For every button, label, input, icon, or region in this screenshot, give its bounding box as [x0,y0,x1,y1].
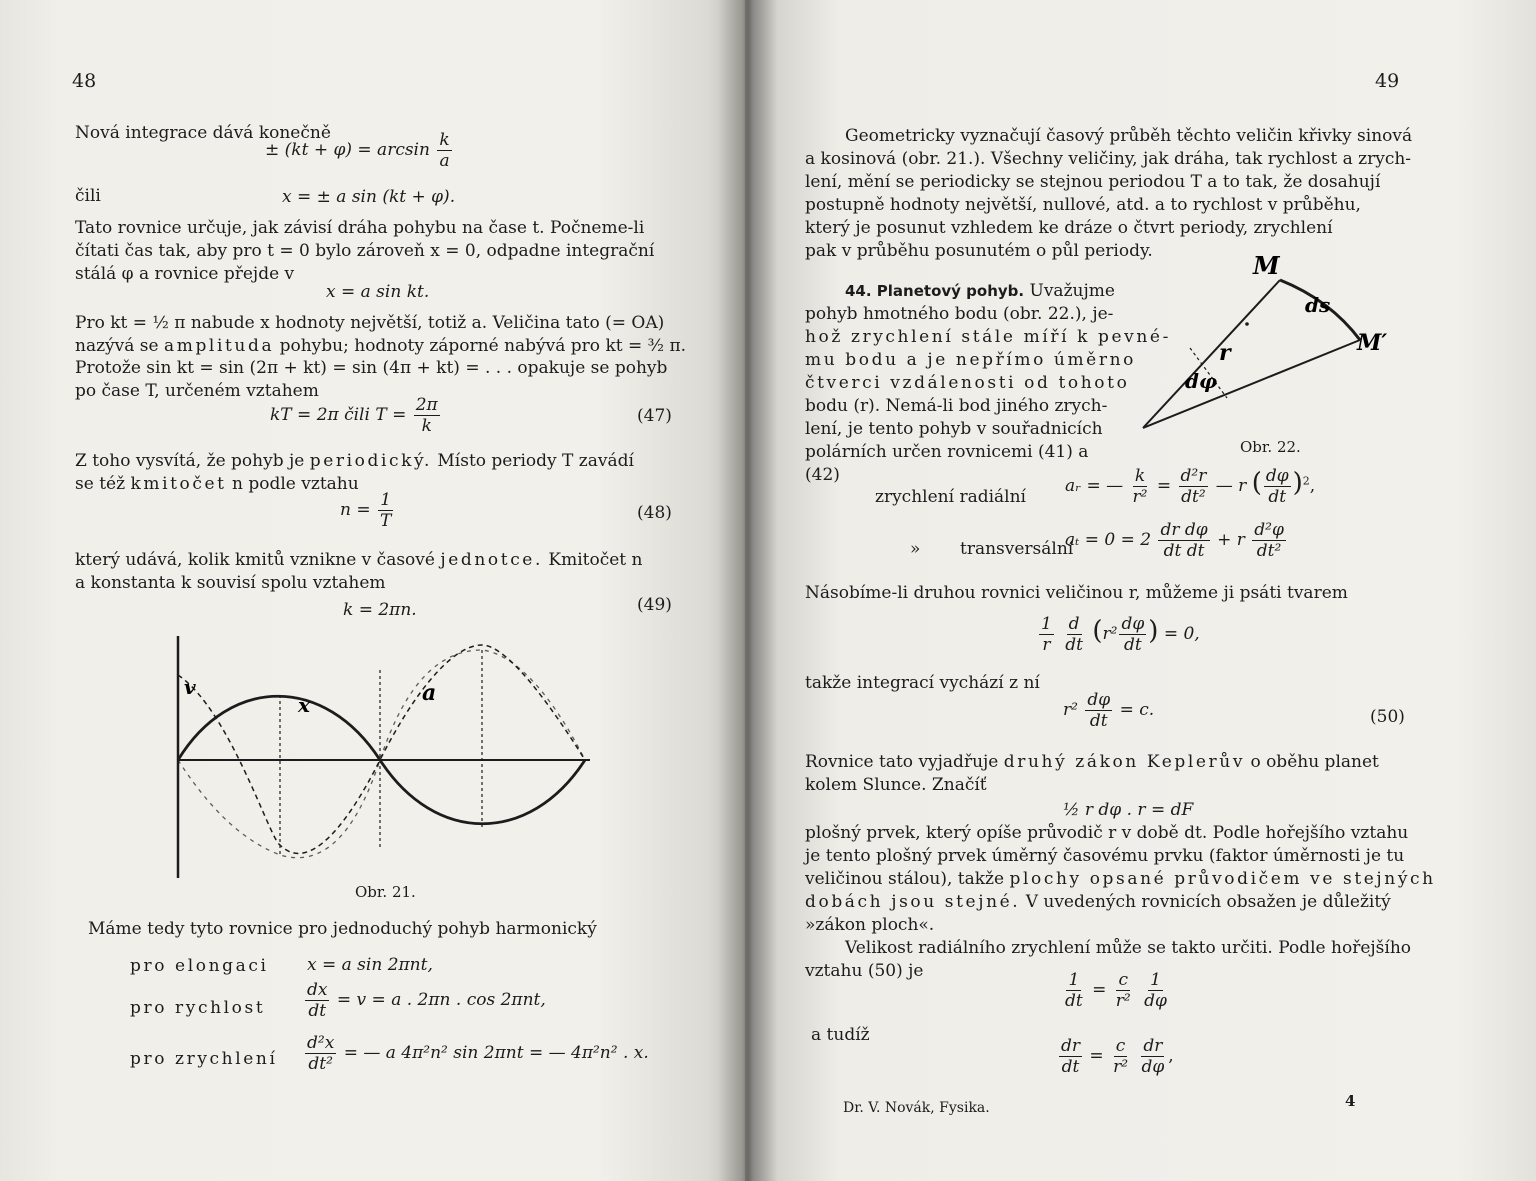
text-line: Máme tedy tyto rovnice pro jednoduchý pohyb harmonický [88,919,597,939]
footer-signature: 4 [1345,1092,1356,1110]
equation-integration: $\frac{1}{r}$ $\frac{d}{dt}$ (r² $\frac{d\varphi}{dt}$ ) = 0, [1041,614,1200,655]
figure-caption-22: Obr. 22. [1240,438,1301,456]
text-line: dobách jsou stejné. V uvedených rovnicích obsažen je důležitý [805,892,1391,912]
figure-22 [1135,250,1395,440]
text-line: který je posunut vzhledem ke dráze o čtvrt periody, zrychlení [805,218,1333,238]
text-line: bodu (r). Nemá-li bod jiného zrych- [805,396,1108,416]
equation-50: r² $\frac{d\varphi}{dt}$ = c. [1063,690,1155,731]
row-label-acceleration: pro zrychlení [130,1049,278,1069]
text-line: nazývá se amplituda pohybu; hodnoty záporné nabývá pro kt = ³⁄₂ π. [75,336,687,356]
page-number-left: 48 [72,70,97,92]
text-line: veličinou stálou), takže plochy opsané průvodičem ve stejných [805,869,1436,889]
fig-label-r: r [1219,340,1231,366]
row-label-velocity: pro rychlost [130,998,266,1018]
text-line: čítati čas tak, aby pro t = 0 bylo zároveň x = 0, odpadne integrační [75,241,655,261]
equation-3: x = a sin kt. [326,282,430,302]
equation-1: ± (kt + φ) = arcsin $\frac{k}{a}$ [265,130,450,171]
fig-label-M: M [1253,251,1280,280]
footer-author: Dr. V. Novák, Fysika. [843,1100,990,1116]
text-line: lení, je tento pohyb v souřadnicích [805,419,1103,439]
right-page [745,0,1536,1181]
page-number-right: 49 [1375,70,1400,92]
text-line: stálá φ a rovnice přejde v [75,264,295,284]
equation-number: (49) [637,595,672,615]
text-line: lení, mění se periodicky se stejnou periodou T a to tak, že dosahují [805,172,1381,192]
equation-radial: aᵣ = — $\frac{k}{\text{r²}}$ = $\frac{\text{d²r}}{\text{dt²}}$ — r ( $\frac{d\varphi}{dt}$ )$^2$, [1065,466,1316,507]
text-line: Nová integrace dává konečně [75,123,331,143]
fig-label-a: a [422,680,437,706]
equation-dt: $\frac{1}{dt}$ = $\frac{c}{\text{r²}}$ $\frac{1}{d\varphi}$ [1065,970,1167,1011]
text-line: a konstanta k souvisí spolu vztahem [75,573,386,593]
text-line: pak v průběhu posunutém o půl periody. [805,241,1153,261]
equation-48: n = $\frac{1}{T}$ [340,490,392,531]
text-line: čili [75,186,101,206]
text-line: Geometricky vyznačují časový průběh těchto veličin křivky sinová [845,126,1413,146]
text-line: Z toho vysvítá, že pohyb je periodický. Místo periody T zavádí [75,451,634,471]
text-line: kolem Slunce. Značíť [805,775,987,795]
equation-47: kT = 2π čili T = $\frac{2\pi}{k}$ [270,395,438,436]
text-line: polárních určen rovnicemi (41) a [805,442,1089,462]
text-line: se též kmitočet n podle vztahu [75,474,359,494]
text-line: je tento plošný prvek úměrný časovému prvku (faktor úměrnosti je tu [805,846,1405,866]
text-line: pohyb hmotného bodu (obr. 22.), je- [805,304,1114,324]
text-line: a tudíž [811,1025,870,1045]
text-line: po čase T, určeném vztahem [75,381,319,401]
text-line: čtverci vzdálenosti od tohoto [805,373,1130,393]
fig-label-ds: ds [1305,293,1331,317]
fig-label-x: x [298,693,310,717]
text-line: Násobíme-li druhou rovnici veličinou r, můžeme ji psáti tvarem [805,583,1348,603]
equation-number: (50) [1370,707,1405,727]
text-line: takže integrací vychází z ní [805,673,1040,693]
text-line: který udává, kolik kmitů vznikne v časové jednotce. Kmitočet n [75,550,643,570]
text-line: Protože sin kt = sin (2π + kt) = sin (4π + kt) = . . . opakuje se pohyb [75,358,668,378]
text-line: a kosinová (obr. 21.). Všechny veličiny, jak dráha, tak rychlost a zrych- [805,149,1412,169]
section-heading: 44. Planetový pohyb. Uvažujme [845,281,1115,301]
text-line: »zákon ploch«. [805,915,935,935]
equation-area: ½ r dφ . r = dF [1063,800,1194,820]
text-line: (42) [805,465,840,485]
book-spine [718,0,778,1181]
equation-transversal: aₜ = 0 = 2 $\frac{\text{dr dφ}}{\text{dt dt}}$ + r $\frac{\text{d²φ}}{\text{dt²}}$ [1065,520,1284,561]
equation-49: k = 2πn. [343,600,417,620]
eq-label-radial: zrychlení radiální [875,487,1026,507]
fig-label-dphi: dφ [1185,369,1218,393]
row-label-elongation: pro elongaci [130,956,269,976]
text-line: postupně hodnoty největší, nullové, atd. a to rychlost v průběhu, [805,195,1361,215]
eq-quote-mark: » [910,539,921,559]
text-line: hož zrychlení stále míří k pevné- [805,327,1171,347]
text-line: vztahu (50) je [805,961,924,981]
text-line: Rovnice tato vyjadřuje druhý zákon Keplerův o oběhu planet [805,752,1379,772]
text-line: Velikost radiálního zrychlení může se takto určiti. Podle hořejšího [845,938,1411,958]
figure-caption-21: Obr. 21. [355,883,416,901]
equation-number: (47) [637,406,672,426]
equation-velocity: $\frac{dx}{dt}$ = v = a . 2πn . cos 2πnt, [307,980,546,1021]
text-line: Pro kt = ½ π nabude x hodnoty největší, totiž a. Veličina tato (= OA) [75,313,665,333]
left-page [0,0,745,1181]
equation-number: (48) [637,503,672,523]
equation-elongation: x = a sin 2πnt, [307,955,433,975]
fig-label-M-prime: M′ [1357,330,1388,356]
equation-drdt: $\frac{dr}{dt}$ = $\frac{c}{\text{r²}}$ $\frac{dr}{d\varphi}$ , [1061,1036,1174,1077]
eq-label-transversal: transversální [960,539,1074,559]
fig-label-v: v [184,675,196,699]
text-line: Tato rovnice určuje, jak závisí dráha pohybu na čase t. Počneme-li [75,218,645,238]
text-line: mu bodu a je nepřímo úměrno [805,350,1136,370]
equation-acceleration: $\frac{\text{d²x}}{\text{dt²}}$ = — a 4π²n² sin 2πnt = — 4π²n² . x. [307,1033,649,1074]
figure-21 [170,630,600,880]
equation-2: x = ± a sin (kt + φ). [282,187,456,207]
text-line: plošný prvek, který opíše průvodič r v době dt. Podle hořejšího vztahu [805,823,1409,843]
